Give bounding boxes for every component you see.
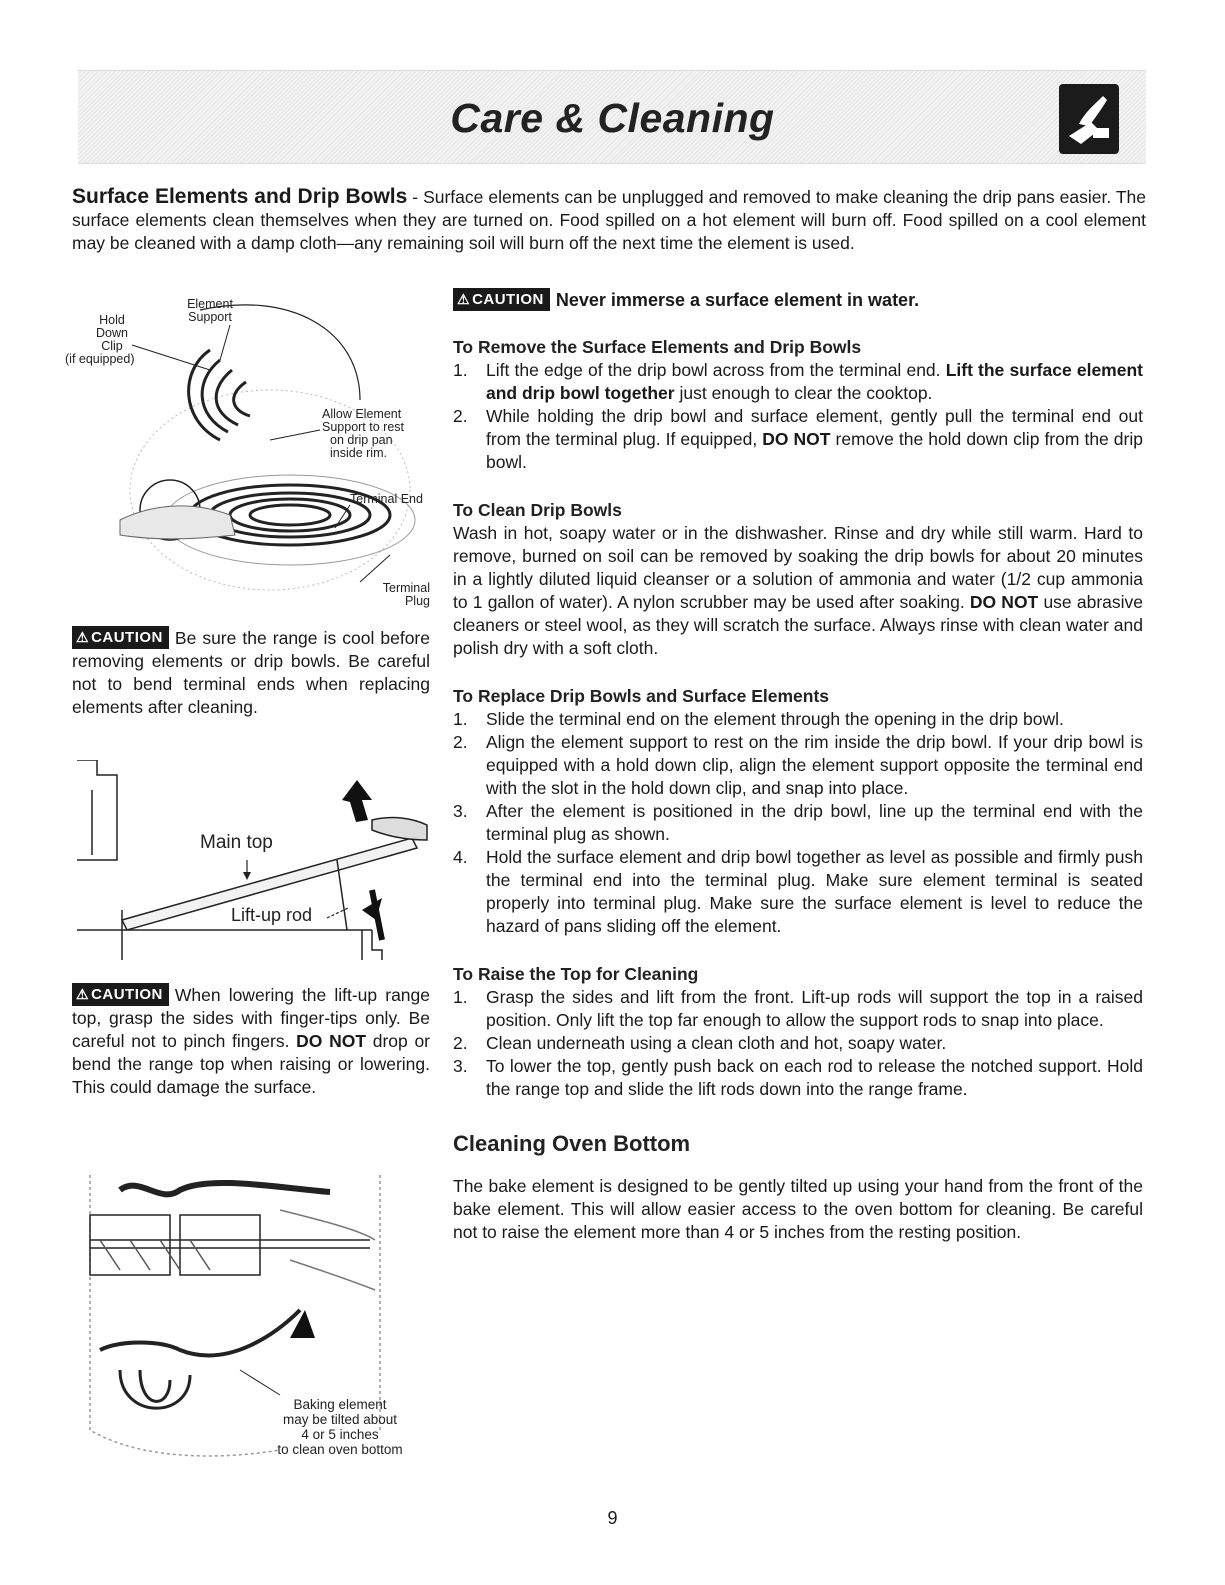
- allow-element-label: Allow Element Support to rest on drip pan inside rim.: [322, 407, 404, 460]
- right-caution-text: Never immerse a surface element in water.: [555, 290, 920, 310]
- if-equipped-label: (if equipped): [65, 352, 135, 366]
- liftup-rod-label: Lift-up rod: [231, 905, 313, 925]
- intro-text: Surface elements can be unplugged and removed to make cleaning the drip pans easier. The surface elements clean themselves when they are turned on. Food spilled on a hot element will burn off. Food spilled on a cool element may be cleaned with a damp cloth—any remaining soil will burn off the next time the element is used.: [72, 187, 1146, 253]
- replace-steps: [453, 708, 1143, 938]
- list-item: 1. Slide the terminal end on the element through the opening in the drip bowl.: [453, 709, 1064, 729]
- raise-steps: [453, 986, 1143, 1101]
- oven-figure: [80, 1170, 430, 1470]
- remove-heading: To Remove the Surface Elements and Drip Bowls: [453, 337, 862, 357]
- list-item: 4. Hold the surface element and drip bowl together as level as possible and firmly push the terminal end into the terminal plug. Make sure element terminal is seated properly into terminal plug. Make sure the surface element is level to reduce the hazard of pans sliding off the element.: [453, 847, 1143, 936]
- left-caution-1-text: Be sure the range is cool before removing elements or drip bowls. Be careful not to bend terminal ends when replacing elements after cleaning.: [72, 628, 430, 717]
- oven-text: The bake element is designed to be gently tilted up using your hand from the front of the bake element. This will allow easier access to the oven bottom for cleaning. Be careful not to raise the element more than 4 or 5 inches from the resting position.: [453, 1176, 1143, 1242]
- surface-element-figure: [60, 290, 440, 620]
- list-item: 2. While holding the drip bowl and surface element, gently pull the terminal end out from the terminal plug. If equipped, DO NOT remove the hold down clip from the drip bowl.: [453, 406, 1143, 472]
- main-top-figure: [72, 760, 432, 960]
- list-item: 3. After the element is positioned in the drip bowl, line up the terminal end with the terminal plug as shown.: [453, 801, 1143, 844]
- list-item: 1. Grasp the sides and lift from the front. Lift-up rods will support the top in a raised position. Only lift the top far enough to allow the support rods to snap into place.: [453, 987, 1143, 1030]
- list-item: 2. Align the element support to rest on the rim inside the drip bowl. If your drip bowl is equipped with a hold down clip, align the element support opposite the terminal end with the slot in the hold down clip, and snap into place.: [453, 732, 1143, 798]
- remove-steps: [453, 359, 1143, 474]
- left-caution-1: [72, 626, 430, 719]
- hand-cleaning-icon: [1059, 84, 1119, 154]
- right-caution: [453, 288, 1143, 312]
- page-number: 9: [607, 1508, 618, 1528]
- terminal-plug-label: Terminal Plug: [382, 581, 430, 608]
- caution-badge-2: ⚠ CAUTION: [72, 983, 169, 1006]
- right-column: [453, 288, 1143, 1244]
- caution-badge: ⚠ CAUTION: [72, 626, 169, 649]
- main-top-label: Main top: [200, 832, 273, 853]
- element-support-label: Element Support: [187, 297, 233, 324]
- oven-caption: Baking element may be tilted about 4 or 5 inches to clean oven bottom: [277, 1397, 403, 1457]
- intro-separator: -: [407, 187, 424, 207]
- hold-down-clip-label: Hold Down Clip: [96, 313, 128, 353]
- clean-heading: To Clean Drip Bowls: [453, 500, 622, 520]
- raise-heading: To Raise the Top for Cleaning: [453, 964, 699, 984]
- list-item: 3. To lower the top, gently push back on each rod to release the notched support. Hold the range top and slide the lift rods down into the range frame.: [453, 1056, 1143, 1099]
- intro-heading: Surface Elements and Drip Bowls: [72, 185, 408, 208]
- page-title: Care & Cleaning: [450, 95, 775, 141]
- caution-badge-3: ⚠ CAUTION: [453, 288, 550, 311]
- terminal-end-label: Terminal End: [350, 492, 423, 506]
- list-item: 2. Clean underneath using a clean cloth and hot, soapy water.: [453, 1033, 947, 1053]
- replace-heading: To Replace Drip Bowls and Surface Elements: [453, 686, 830, 706]
- list-item: 1. Lift the edge of the drip bowl across from the terminal end. Lift the surface element and drip bowl together just enough to clear the cooktop.: [453, 360, 1143, 403]
- left-caution-2: ⚠ CAUTION When lowering the lift-up range top, grasp the sides with finger-tips only. Be careful not to pinch fingers. DO NOT drop or bend the range top when raising or lowering. This could damage the surface.: [72, 985, 431, 1097]
- intro-paragraph: [72, 185, 1146, 255]
- clean-text: Wash in hot, soapy water or in the dishwasher. Rinse and dry while still warm. Hard to remove, burned on soil can be removed by soaking the drip bowls for about 20 minutes in a lightly diluted liquid cleanser or a solution of ammonia and water (1/2 cup ammonia to 1 gallon of water). A nylon scrubber may be used after soaking. DO NOT use abrasive cleaners or steel wool, as they will scratch the surface. Always rinse with clean water and polish dry with a soft cloth.: [453, 523, 1143, 658]
- oven-heading: Cleaning Oven Bottom: [453, 1131, 691, 1156]
